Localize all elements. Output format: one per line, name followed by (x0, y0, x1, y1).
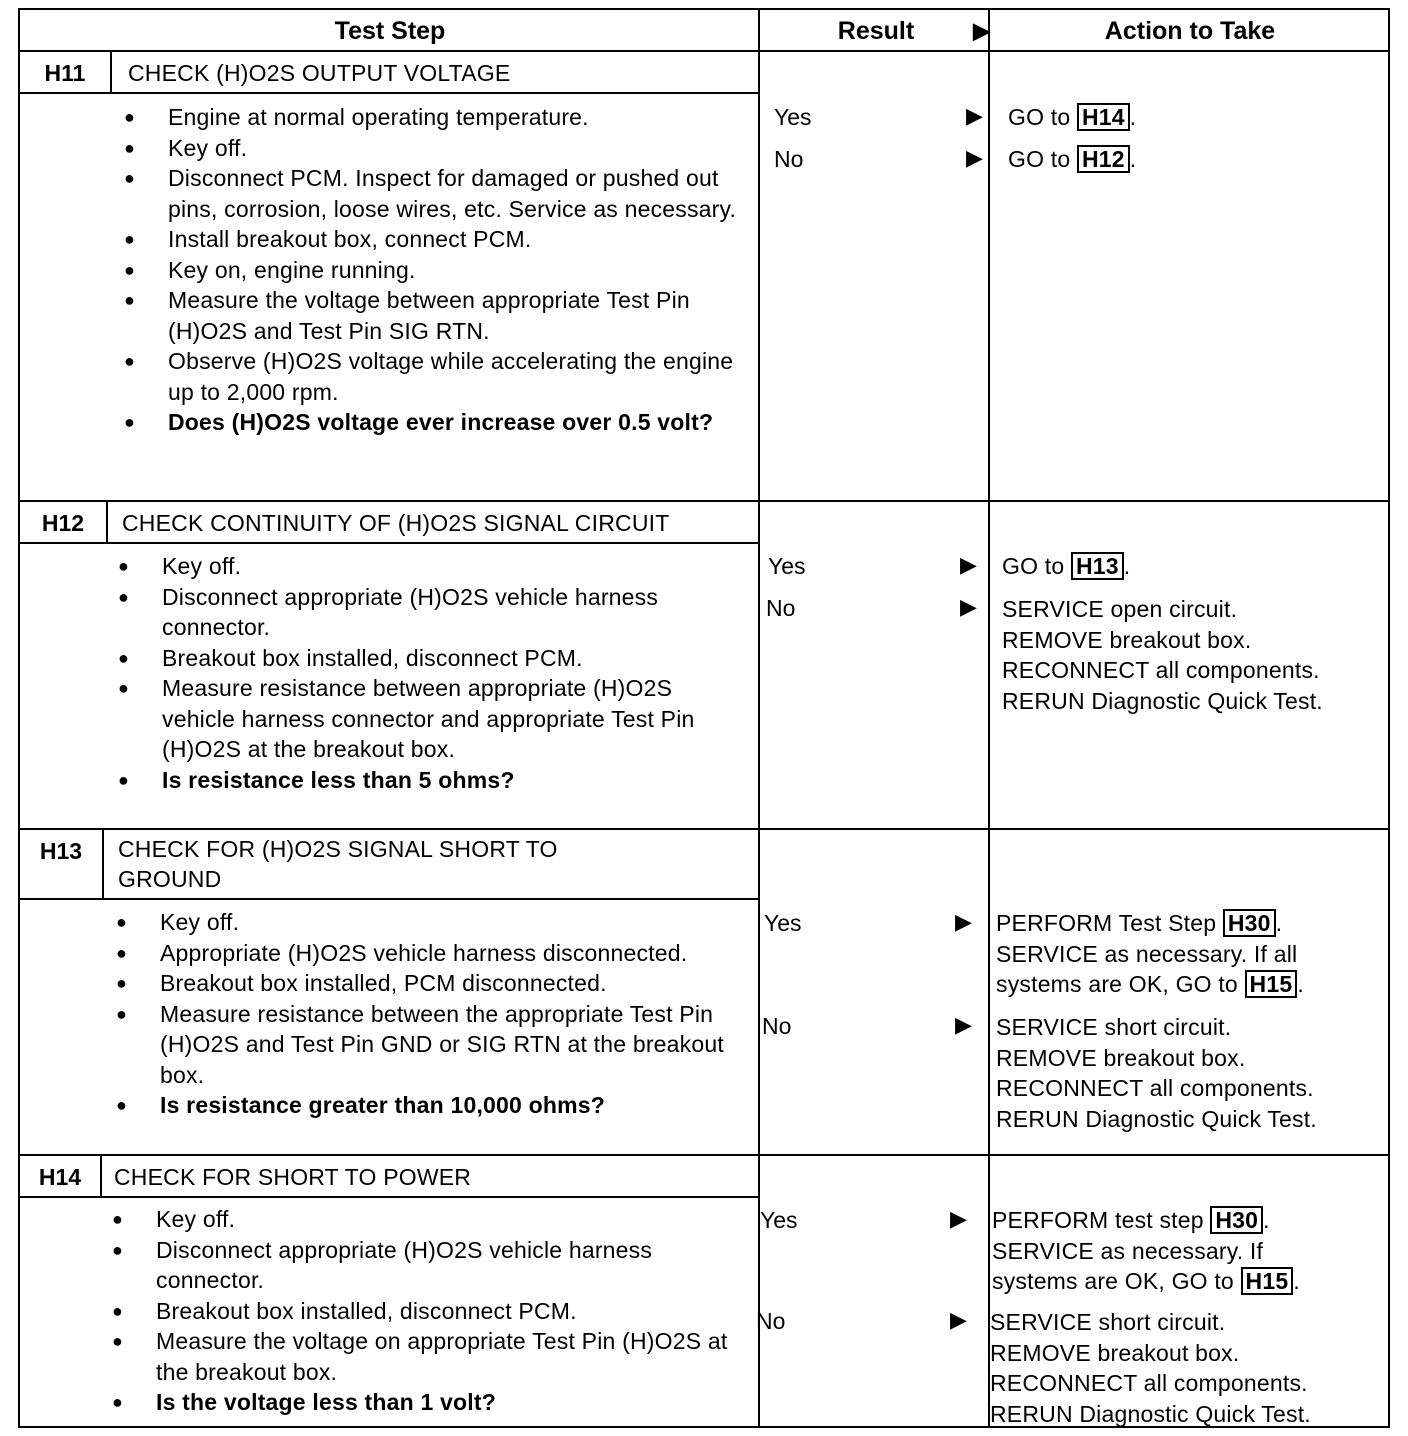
step-title-underline (20, 542, 760, 544)
list-item: ● Disconnect appropriate (H)O2S vehicle harness connector. (118, 582, 738, 643)
step-ref-box: H14 (1077, 103, 1130, 131)
arrow-icon: ▶ (960, 552, 977, 577)
list-item: ● Key off. (124, 133, 744, 164)
list-item: ● Key on, engine running. (124, 255, 744, 286)
step-id-divider (110, 52, 112, 92)
list-item-question: ● Is resistance less than 5 ohms? (118, 765, 738, 796)
arrow-icon: ▶ (950, 1206, 967, 1231)
step-items (124, 102, 744, 438)
step-title: CHECK FOR (H)O2S SIGNAL SHORT TO GROUND (118, 836, 558, 892)
step-ref-box: H30 (1223, 909, 1276, 937)
header-action: Action to Take (992, 10, 1388, 52)
action-no: SERVICE short circuit. REMOVE breakout box. RECONNECT all components. RERUN Diagnostic Quick Test. (996, 1014, 1317, 1132)
header-test-step: Test Step (20, 10, 760, 52)
list-item: ● Breakout box installed, PCM disconnected. (116, 968, 746, 999)
arrow-icon: ▶ (966, 145, 983, 170)
arrow-icon: ▶ (966, 103, 983, 128)
list-item: ● Disconnect appropriate (H)O2S vehicle harness connector. (112, 1235, 742, 1296)
step-title: CHECK FOR SHORT TO POWER (114, 1164, 472, 1190)
step-title: CHECK CONTINUITY OF (H)O2S SIGNAL CIRCUIT (122, 510, 670, 536)
list-item: ● Breakout box installed, disconnect PCM. (112, 1296, 742, 1327)
step-id: H13 (39, 838, 83, 864)
list-item: ● Install breakout box, connect PCM. (124, 224, 744, 255)
step-ref-box: H12 (1077, 145, 1130, 173)
diagnostic-table (18, 8, 1390, 1428)
list-item: ● Measure resistance between the appropriate Test Pin (H)O2S and Test Pin GND or SIG RTN at the breakout box. (116, 999, 746, 1091)
step-id-divider (106, 500, 108, 542)
step-title-underline (20, 92, 760, 94)
list-item: ● Key off. (112, 1204, 742, 1235)
step-title-underline (20, 1196, 760, 1198)
step-id: H11 (44, 60, 86, 86)
action-no: GO to H12 . (1008, 146, 1137, 172)
action-yes: PERFORM Test Step H30 . SERVICE as necessary. If all systems are OK, GO to H15 . (996, 910, 1304, 997)
result-no: No (774, 146, 804, 172)
result-yes: Yes (774, 104, 812, 130)
action-no: SERVICE open circuit. REMOVE breakout box. RECONNECT all components. RERUN Diagnostic Quick Test. (1002, 596, 1323, 714)
step-id-divider (100, 1154, 102, 1196)
row-divider-h13 (20, 828, 1388, 830)
arrow-icon: ▶ (955, 909, 972, 934)
step-title-underline (20, 898, 760, 900)
result-yes: Yes (764, 910, 802, 936)
list-item: ● Measure resistance between appropriate (H)O2S vehicle harness connector and appropriate Test Pin (H)O2S at the breakout box. (118, 673, 738, 765)
list-item: ● Appropriate (H)O2S vehicle harness disconnected. (116, 938, 746, 969)
col-divider-action (988, 10, 990, 1426)
result-no: No (756, 1308, 786, 1334)
list-item-question: ● Does (H)O2S voltage ever increase over 0.5 volt? (124, 407, 744, 438)
step-items (116, 907, 746, 1121)
step-ref-box: H15 (1245, 970, 1298, 998)
list-item: ● Breakout box installed, disconnect PCM. (118, 643, 738, 674)
list-item: ● Key off. (116, 907, 746, 938)
arrow-icon: ▶ (960, 594, 977, 619)
step-id-divider (102, 828, 104, 898)
action-yes: GO to H13 . (1002, 553, 1131, 579)
step-ref-box: H13 (1071, 552, 1124, 580)
arrow-icon: ▶ (950, 1307, 967, 1332)
list-item: ● Measure the voltage on appropriate Test Pin (H)O2S at the breakout box. (112, 1326, 742, 1387)
list-item-question: ● Is resistance greater than 10,000 ohms? (116, 1090, 746, 1121)
action-yes: GO to H14 . (1008, 104, 1137, 130)
arrow-icon: ▶ (955, 1012, 972, 1037)
header-result: Result ▶ (760, 10, 992, 52)
result-no: No (766, 595, 796, 621)
list-item: ● Observe (H)O2S voltage while accelerating the engine up to 2,000 rpm. (124, 346, 744, 407)
result-no: No (762, 1013, 792, 1039)
action-no: SERVICE short circuit. REMOVE breakout box. RECONNECT all components. RERUN Diagnostic Quick Test. (990, 1309, 1311, 1427)
row-divider-h14 (20, 1154, 1388, 1156)
step-ref-box: H15 (1241, 1267, 1294, 1295)
list-item: ● Engine at normal operating temperature. (124, 102, 744, 133)
step-items (118, 551, 738, 795)
list-item: ● Key off. (118, 551, 738, 582)
action-yes: PERFORM test step H30 . SERVICE as necessary. If systems are OK, GO to H15 . (992, 1207, 1300, 1294)
result-yes: Yes (768, 553, 806, 579)
step-title: CHECK (H)O2S OUTPUT VOLTAGE (128, 60, 511, 86)
step-id: H12 (41, 510, 85, 536)
list-item: ● Disconnect PCM. Inspect for damaged or pushed out pins, corrosion, loose wires, etc. Service as necessary. (124, 163, 744, 224)
header-arrow-icon: ▶ (973, 18, 990, 43)
list-item: ● Measure the voltage between appropriate Test Pin (H)O2S and Test Pin SIG RTN. (124, 285, 744, 346)
step-items (112, 1204, 742, 1418)
row-divider-h12 (20, 500, 1388, 502)
list-item-question: ● Is the voltage less than 1 volt? (112, 1387, 742, 1418)
step-id: H14 (38, 1164, 82, 1190)
result-yes: Yes (760, 1207, 798, 1233)
step-ref-box: H30 (1210, 1206, 1263, 1234)
